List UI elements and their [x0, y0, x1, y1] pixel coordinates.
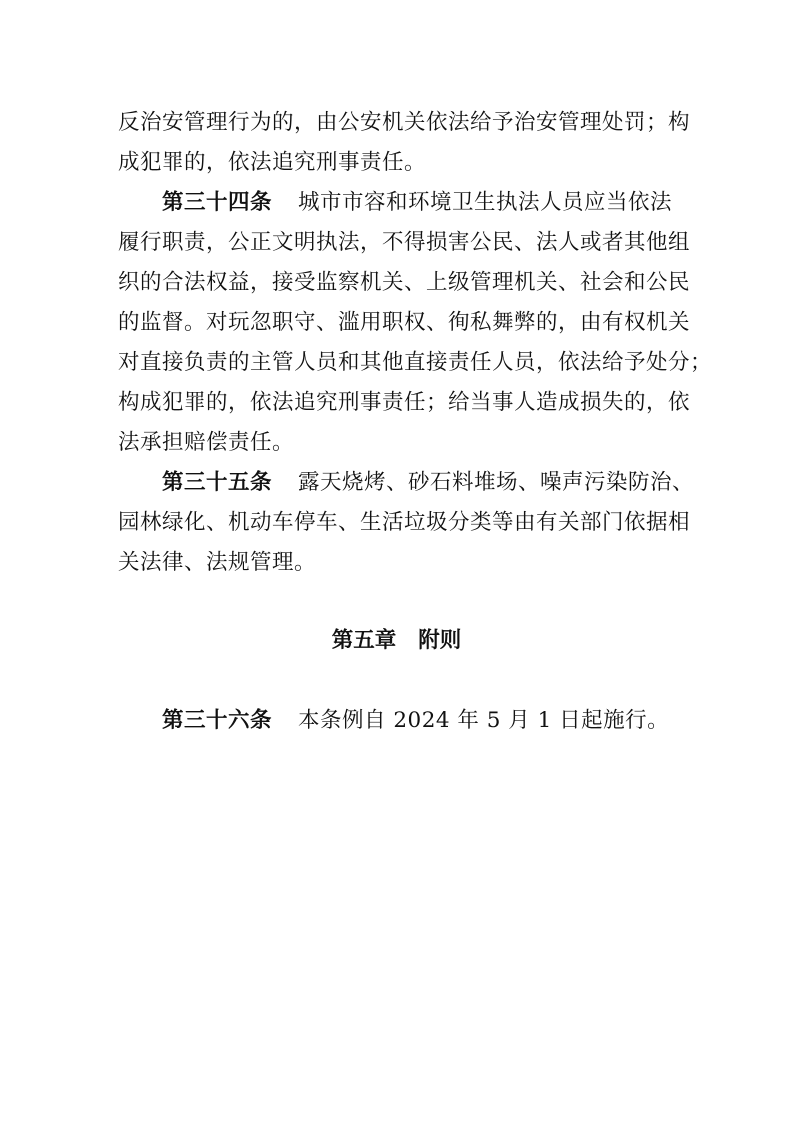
article-36-number: 第三十六条 — [162, 708, 273, 733]
text-line: 织的合法权益，接受监察机关、上级管理机关、社会和公民 — [118, 270, 691, 295]
text-line: 露天烧烤、砂石料堆场、噪声污染防治、 — [298, 470, 695, 495]
text-line: 城市市容和环境卫生执法人员应当依法 — [298, 190, 673, 215]
chapter-number: 第五章 — [331, 628, 397, 653]
text-line: 对直接负责的主管人员和其他直接责任人员，依法给予处分； — [118, 350, 713, 375]
article-34-first-line — [162, 188, 722, 218]
chapter-title: 附则 — [418, 628, 462, 653]
article-34-number: 第三十四条 — [162, 190, 273, 215]
text-line: 成犯罪的，依法追究刑事责任。 — [118, 150, 427, 175]
chapter-heading — [0, 626, 793, 656]
text-line: 本条例自 2024 年 5 月 1 日起施行。 — [298, 708, 670, 733]
text-line: 反治安管理行为的，由公安机关依法给予治安管理处罚；构 — [118, 110, 691, 135]
article-36-line — [162, 706, 722, 736]
text-line: 的监督。对玩忽职守、滥用职权、徇私舞弊的，由有权机关 — [118, 310, 691, 335]
text-line: 关法律、法规管理。 — [118, 550, 317, 575]
article-35-first-line — [162, 468, 722, 498]
text-line: 法承担赔偿责任。 — [118, 430, 295, 455]
text-line: 履行职责，公正文明执法，不得损害公民、法人或者其他组 — [118, 230, 691, 255]
article-35-number: 第三十五条 — [162, 470, 273, 495]
text-line: 构成犯罪的，依法追究刑事责任；给当事人造成损失的，依 — [118, 390, 691, 415]
text-line: 园林绿化、机动车停车、生活垃圾分类等由有关部门依据相 — [118, 510, 691, 535]
